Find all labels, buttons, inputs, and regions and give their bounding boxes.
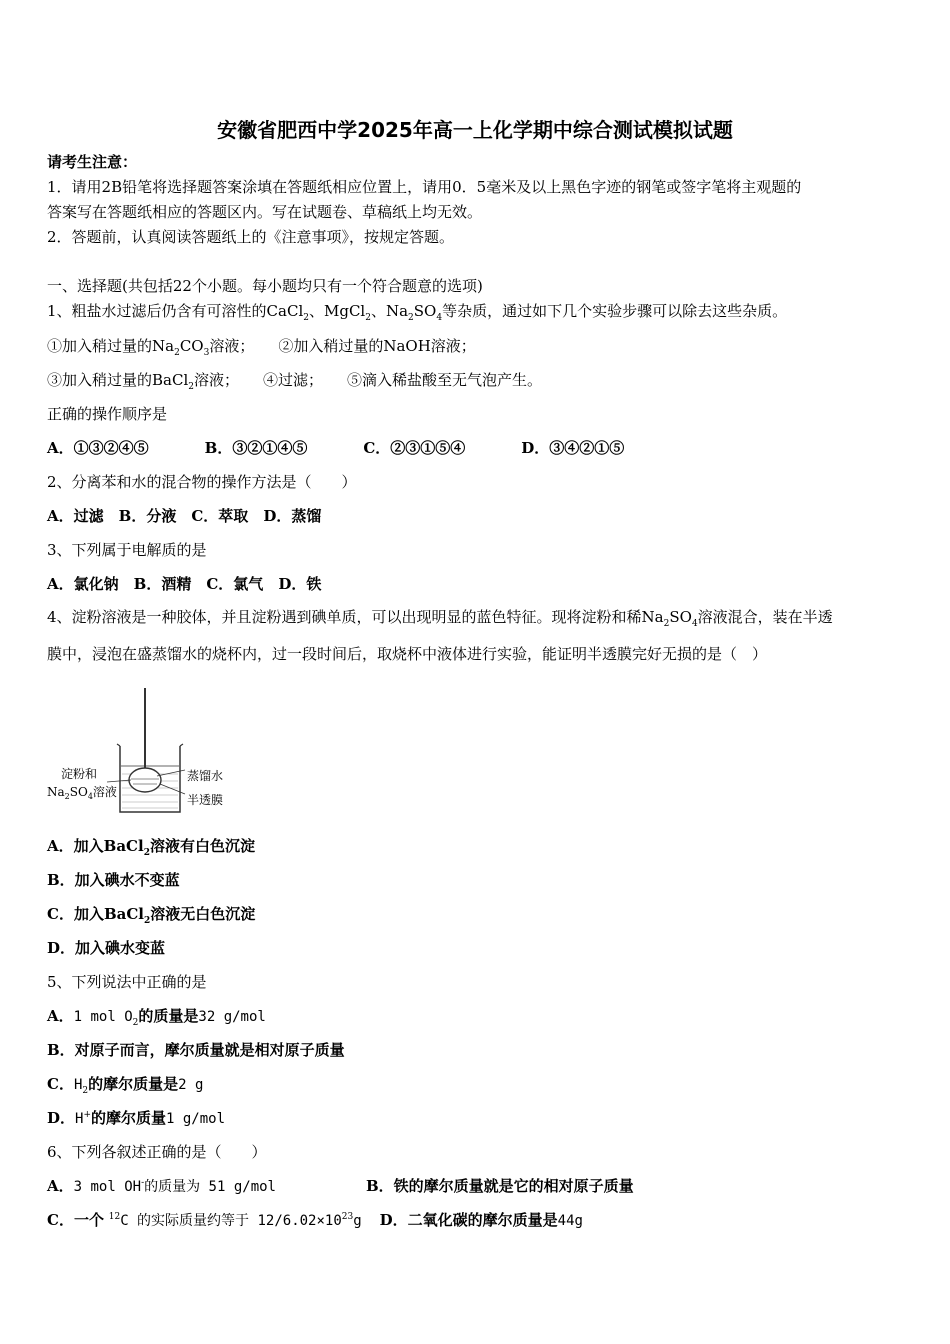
q6-options-cd — [47, 1210, 583, 1231]
notice-item-1b: 答案写在答题纸相应的答题区内。写在试题卷、草稿纸上均无效。 — [47, 203, 483, 221]
q3-options — [47, 574, 321, 594]
q1-stem: 1、粗盐水过滤后仍含有可溶性的CaCl$_2$、MgCl$_2$、$Na_2SO_4$等杂质，通过如下几个实验步骤可以除去这些杂质。 — [47, 302, 788, 323]
q4-option-b[interactable]: B．加入碘水不变蓝 — [47, 871, 180, 889]
q5-option-c[interactable]: C．$H_2$的摩尔质量是2 g — [47, 1075, 204, 1096]
q1-options — [47, 438, 624, 458]
q5-option-a[interactable]: A．1 mol $O_2$的质量是32 g/mol — [47, 1007, 266, 1028]
notice-heading: 请考生注意： — [47, 153, 138, 171]
q2-stem: 2、分离苯和水的混合物的操作方法是（ ） — [47, 473, 357, 491]
page-title: 安徽省肥西中学2025年高一上化学期中综合测试模拟试题 — [217, 118, 733, 142]
q6-option-b[interactable]: B．铁的摩尔质量就是它的相对原子质量 — [365, 1177, 634, 1195]
q1-option-b[interactable]: B．③②①④⑤ — [204, 439, 308, 457]
section-heading: 一、选择题(共包括22个小题。每小题均只有一个符合题意的选项) — [47, 277, 483, 295]
q1-steps-1: ①加入稍过量的$Na_2CO_3$溶液； ②加入稍过量的NaOH溶液； — [47, 337, 476, 358]
q6-stem: 6、下列各叙述正确的是（ ） — [47, 1143, 267, 1161]
label-starch: 淀粉和 — [61, 767, 98, 781]
label-water: 蒸馏水 — [187, 769, 224, 783]
q3-option-c[interactable]: C．氯气 — [206, 575, 264, 593]
q4-option-d[interactable]: D．加入碘水变蓝 — [47, 939, 166, 957]
notice-item-1a: 1．请用2B铅笔将选择题答案涂填在答题纸相应位置上，请用0．5毫米及以上黑色字迹的钢笔或签字笔将主观题的 — [47, 178, 802, 196]
label-solution: $Na_2SO_4$溶液 — [47, 785, 117, 801]
membrane-bag — [129, 768, 161, 792]
label-membrane: 半透膜 — [187, 793, 224, 807]
q2-option-d[interactable]: D．蒸馏 — [263, 507, 322, 525]
q1-option-c[interactable]: C．②③①⑤④ — [363, 439, 466, 457]
q6-option-d[interactable]: D．二氧化碳的摩尔质量是44g — [379, 1211, 583, 1229]
q2-option-b[interactable]: B．分液 — [118, 507, 177, 525]
q4-stem-a: 4、淀粉溶液是一种胶体，并且淀粉遇到碘单质，可以出现明显的蓝色特征。现将淀粉和稀$Na_2SO_4$溶液混合，装在半透 — [47, 608, 833, 629]
q1-steps-2: ③加入稍过量的BaCl$_2$溶液； ④过滤； ⑤滴入稀盐酸至无气泡产生。 — [47, 371, 543, 392]
leader-membrane — [160, 784, 185, 794]
beaker-diagram — [45, 684, 245, 824]
beaker-lip — [117, 744, 183, 746]
q5-stem: 5、下列说法中正确的是 — [47, 973, 207, 991]
q2-options — [47, 506, 321, 526]
q6-options-ab — [47, 1176, 634, 1197]
q4-option-a[interactable]: A．加入BaCl$_2$溶液有白色沉淀 — [47, 837, 255, 858]
leader-water — [157, 770, 185, 776]
q1-option-a[interactable]: A．①③②④⑤ — [47, 439, 149, 457]
q3-option-d[interactable]: D．铁 — [278, 575, 322, 593]
q5-option-b[interactable]: B．对原子而言，摩尔质量就是相对原子质量 — [47, 1041, 345, 1059]
q1-option-d[interactable]: D．③④②①⑤ — [521, 439, 625, 457]
q6-option-c[interactable]: C．一个 $^{12}$C 的实际质量约等于 $12/6.02\times 10^{23}g$ — [47, 1211, 362, 1229]
q6-option-a[interactable]: A．3 mol OH-的质量为 51 g/mol — [47, 1177, 276, 1195]
q2-option-a[interactable]: A．过滤 — [47, 507, 104, 525]
q3-option-b[interactable]: B．酒精 — [133, 575, 192, 593]
q1-ask: 正确的操作顺序是 — [47, 405, 168, 423]
q4-option-c[interactable]: C．加入BaCl$_2$溶液无白色沉淀 — [47, 905, 256, 926]
q3-option-a[interactable]: A．氯化钠 — [47, 575, 119, 593]
notice-item-2: 2．答题前，认真阅读答题纸上的《注意事项》，按规定答题。 — [47, 228, 455, 246]
q5-option-d[interactable]: D．H+的摩尔质量1 g/mol — [47, 1109, 226, 1127]
q2-option-c[interactable]: C．萃取 — [191, 507, 249, 525]
q3-stem: 3、下列属于电解质的是 — [47, 541, 207, 559]
q4-stem-b: 膜中，浸泡在盛蒸馏水的烧杯内，过一段时间后，取烧杯中液体进行实验，能证明半透膜完好无损的是（ ） — [47, 645, 768, 663]
